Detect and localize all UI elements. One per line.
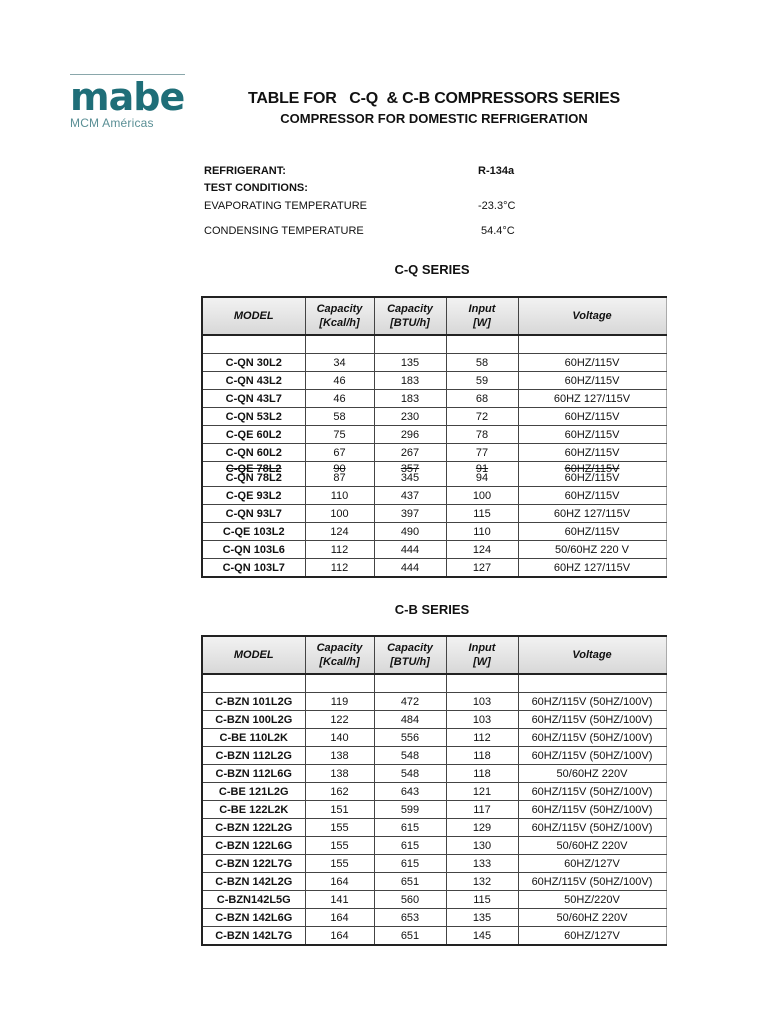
capacity-kcal-cell: 155: [305, 855, 374, 873]
voltage-cell: 60HZ 127/115V: [518, 505, 666, 523]
page-subtitle: COMPRESSOR FOR DOMESTIC REFRIGERATION: [280, 111, 588, 126]
input-cell: 68: [446, 390, 518, 408]
voltage-cell: 60HZ/115V (50HZ/100V): [518, 801, 666, 819]
input-cell: 100: [446, 487, 518, 505]
input-cell: 118: [446, 765, 518, 783]
overlap-line: 90: [333, 463, 346, 475]
condensing-temp-label: CONDENSING TEMPERATURE: [204, 225, 364, 237]
capacity-btu-cell: 643: [374, 783, 446, 801]
table-row-overlapped: [202, 462, 666, 487]
voltage-cell: 60HZ/115V: [518, 426, 666, 444]
model-cell: C-BZN 112L6G: [202, 765, 305, 783]
capacity-btu-cell: 444: [374, 541, 446, 559]
spacer-cell: [202, 335, 305, 354]
capacity-kcal-cell: 100: [305, 505, 374, 523]
model-cell: C-BZN 100L2G: [202, 711, 305, 729]
capacity-btu-cell: 653: [374, 909, 446, 927]
table-row: [202, 711, 666, 729]
input-cell: 103: [446, 693, 518, 711]
capacity-kcal-cell: 46: [305, 390, 374, 408]
table-row: [202, 747, 666, 765]
capacity-kcal-cell: [305, 462, 374, 487]
spacer-cell: [518, 674, 666, 693]
model-cell: C-QN 30L2: [202, 354, 305, 372]
voltage-cell: 50/60HZ 220V: [518, 765, 666, 783]
capacity-kcal-cell: 162: [305, 783, 374, 801]
model-cell: C-BE 121L2G: [202, 783, 305, 801]
refrigerant-value: R-134a: [478, 165, 515, 177]
capacity-btu-cell: 296: [374, 426, 446, 444]
capacity-btu-cell: 651: [374, 927, 446, 946]
voltage-cell: 60HZ/115V (50HZ/100V): [518, 729, 666, 747]
capacity-btu-cell: 484: [374, 711, 446, 729]
capacity-btu-cell: 599: [374, 801, 446, 819]
voltage-cell: 50HZ/220V: [518, 891, 666, 909]
input-cell: 103: [446, 711, 518, 729]
table-row: [202, 873, 666, 891]
voltage-cell: 60HZ/115V: [518, 408, 666, 426]
capacity-kcal-cell: 112: [305, 559, 374, 578]
voltage-cell: 60HZ 127/115V: [518, 390, 666, 408]
capacity-btu-cell: 183: [374, 390, 446, 408]
overlap-line: 87: [333, 472, 346, 484]
voltage-cell: 50/60HZ 220 V: [518, 541, 666, 559]
capacity-btu-cell: 615: [374, 837, 446, 855]
voltage-cell: 60HZ/115V (50HZ/100V): [518, 783, 666, 801]
capacity-kcal-cell: 164: [305, 909, 374, 927]
capacity-btu-cell: 437: [374, 487, 446, 505]
capacity-btu-cell: 651: [374, 873, 446, 891]
spacer-cell: [305, 674, 374, 693]
capacity-kcal-cell: 138: [305, 747, 374, 765]
model-cell: C-QE 103L2: [202, 523, 305, 541]
model-cell: C-BZN 122L7G: [202, 855, 305, 873]
voltage-cell: 60HZ/115V (50HZ/100V): [518, 747, 666, 765]
row-spacer: [202, 335, 666, 354]
model-cell: C-BE 122L2K: [202, 801, 305, 819]
voltage-cell: 60HZ/115V (50HZ/100V): [518, 873, 666, 891]
condensing-temp-value: 54.4°C: [481, 225, 515, 237]
cq-series-table: [201, 296, 667, 578]
capacity-kcal-cell: 155: [305, 819, 374, 837]
row-spacer: [202, 674, 666, 693]
voltage-cell: 60HZ/115V: [518, 523, 666, 541]
table-row: [202, 909, 666, 927]
spacer-cell: [374, 335, 446, 354]
input-cell: 135: [446, 909, 518, 927]
capacity-kcal-cell: 151: [305, 801, 374, 819]
table-row: [202, 541, 666, 559]
model-cell: [202, 462, 305, 487]
overlap-line: C-QN 78L2: [225, 472, 282, 484]
input-cell: 124: [446, 541, 518, 559]
evaporating-temp-label: EVAPORATING TEMPERATURE: [204, 200, 367, 212]
logo-subtitle: MCM Américas: [70, 116, 154, 130]
capacity-btu-cell: 615: [374, 855, 446, 873]
overlap-line: 60HZ/115V: [564, 472, 620, 484]
input-cell: [446, 462, 518, 487]
col-voltage: Voltage: [518, 297, 666, 335]
input-cell: 110: [446, 523, 518, 541]
test-conditions-label: TEST CONDITIONS:: [204, 182, 308, 194]
table-row: [202, 891, 666, 909]
table-row: [202, 426, 666, 444]
table-row: [202, 783, 666, 801]
col-capacity-btu: Capacity [BTU/h]: [374, 297, 446, 335]
table-row: [202, 801, 666, 819]
input-cell: 115: [446, 505, 518, 523]
model-cell: C-QN 103L6: [202, 541, 305, 559]
input-cell: 58: [446, 354, 518, 372]
capacity-btu-cell: 490: [374, 523, 446, 541]
voltage-cell: 50/60HZ 220V: [518, 837, 666, 855]
table-row: [202, 408, 666, 426]
spacer-cell: [446, 335, 518, 354]
col-capacity-kcal: Capacity [Kcal/h]: [305, 297, 374, 335]
model-cell: C-QN 93L7: [202, 505, 305, 523]
capacity-kcal-cell: 34: [305, 354, 374, 372]
capacity-kcal-cell: 122: [305, 711, 374, 729]
col-model: MODEL: [202, 636, 305, 674]
capacity-kcal-cell: 58: [305, 408, 374, 426]
input-cell: 112: [446, 729, 518, 747]
input-cell: 121: [446, 783, 518, 801]
table-row: [202, 693, 666, 711]
spacer-cell: [202, 674, 305, 693]
model-cell: C-QN 60L2: [202, 444, 305, 462]
input-cell: 129: [446, 819, 518, 837]
capacity-btu-cell: 548: [374, 747, 446, 765]
capacity-kcal-cell: 75: [305, 426, 374, 444]
table-row: [202, 487, 666, 505]
model-cell: C-QN 53L2: [202, 408, 305, 426]
capacity-kcal-cell: 124: [305, 523, 374, 541]
table-row: [202, 390, 666, 408]
voltage-cell: 60HZ/127V: [518, 855, 666, 873]
voltage-cell: 60HZ/115V (50HZ/100V): [518, 711, 666, 729]
col-model: MODEL: [202, 297, 305, 335]
table-row: [202, 819, 666, 837]
capacity-btu-cell: 472: [374, 693, 446, 711]
col-input: Input [W]: [446, 636, 518, 674]
overlap-line: C-QE 78L2: [225, 463, 282, 475]
input-cell: 132: [446, 873, 518, 891]
col-voltage: Voltage: [518, 636, 666, 674]
voltage-cell: 60HZ/115V: [518, 487, 666, 505]
capacity-kcal-cell: 119: [305, 693, 374, 711]
table-row: [202, 354, 666, 372]
model-cell: C-BZN142L5G: [202, 891, 305, 909]
model-cell: C-BZN 142L6G: [202, 909, 305, 927]
mabe-logo: [70, 74, 185, 130]
input-cell: 145: [446, 927, 518, 946]
spacer-cell: [305, 335, 374, 354]
page-title: TABLE FOR C-Q & C-B COMPRESSORS SERIES: [248, 90, 620, 107]
input-cell: 72: [446, 408, 518, 426]
capacity-kcal-cell: 140: [305, 729, 374, 747]
input-cell: 78: [446, 426, 518, 444]
input-cell: 59: [446, 372, 518, 390]
table-header-row: [202, 297, 666, 335]
capacity-btu-cell: 615: [374, 819, 446, 837]
input-cell: 117: [446, 801, 518, 819]
overlap-line: 94: [475, 472, 489, 484]
cb-series-table: [201, 635, 667, 946]
col-capacity-btu: Capacity [BTU/h]: [374, 636, 446, 674]
refrigerant-label: REFRIGERANT:: [204, 165, 286, 177]
logo-wordmark: mabe: [70, 75, 185, 119]
model-cell: C-BZN 122L2G: [202, 819, 305, 837]
capacity-kcal-cell: 164: [305, 927, 374, 946]
table-row: [202, 523, 666, 541]
input-cell: 77: [446, 444, 518, 462]
capacity-kcal-cell: 141: [305, 891, 374, 909]
capacity-kcal-cell: 110: [305, 487, 374, 505]
overlap-line: 357: [400, 463, 420, 475]
overlap-line: 345: [400, 472, 420, 484]
model-cell: C-QN 43L2: [202, 372, 305, 390]
table-row: [202, 765, 666, 783]
capacity-btu-cell: 560: [374, 891, 446, 909]
table-row: [202, 559, 666, 578]
cq-series-title: C-Q SERIES: [394, 262, 470, 277]
voltage-cell: 60HZ 127/115V: [518, 559, 666, 578]
capacity-btu-cell: 556: [374, 729, 446, 747]
table-header-row: [202, 636, 666, 674]
voltage-cell: [518, 462, 666, 487]
spacer-cell: [374, 674, 446, 693]
input-cell: 130: [446, 837, 518, 855]
model-cell: C-BZN 112L2G: [202, 747, 305, 765]
table-row: [202, 444, 666, 462]
capacity-btu-cell: 444: [374, 559, 446, 578]
capacity-kcal-cell: 138: [305, 765, 374, 783]
capacity-kcal-cell: 155: [305, 837, 374, 855]
model-cell: C-BZN 122L6G: [202, 837, 305, 855]
input-cell: 133: [446, 855, 518, 873]
model-cell: C-BZN 142L7G: [202, 927, 305, 946]
capacity-btu-cell: 183: [374, 372, 446, 390]
table-row: [202, 505, 666, 523]
voltage-cell: 60HZ/115V: [518, 372, 666, 390]
overlap-line: 60HZ/115V: [564, 463, 620, 475]
input-cell: 127: [446, 559, 518, 578]
input-cell: 118: [446, 747, 518, 765]
capacity-kcal-cell: 112: [305, 541, 374, 559]
capacity-kcal-cell: 67: [305, 444, 374, 462]
voltage-cell: 50/60HZ 220V: [518, 909, 666, 927]
cb-series-title: C-B SERIES: [394, 602, 470, 617]
model-cell: C-BZN 101L2G: [202, 693, 305, 711]
spacer-cell: [518, 335, 666, 354]
voltage-cell: 60HZ/115V (50HZ/100V): [518, 693, 666, 711]
col-input: Input [W]: [446, 297, 518, 335]
capacity-btu-cell: 267: [374, 444, 446, 462]
voltage-cell: 60HZ/115V (50HZ/100V): [518, 819, 666, 837]
capacity-btu-cell: 397: [374, 505, 446, 523]
capacity-btu-cell: [374, 462, 446, 487]
col-capacity-kcal: Capacity [Kcal/h]: [305, 636, 374, 674]
voltage-cell: 60HZ/115V: [518, 354, 666, 372]
overlap-line: 91: [475, 463, 489, 475]
capacity-btu-cell: 135: [374, 354, 446, 372]
model-cell: C-QN 43L7: [202, 390, 305, 408]
model-cell: C-BZN 142L2G: [202, 873, 305, 891]
spacer-cell: [446, 674, 518, 693]
input-cell: 115: [446, 891, 518, 909]
table-row: [202, 837, 666, 855]
table-row: [202, 372, 666, 390]
capacity-btu-cell: 548: [374, 765, 446, 783]
model-cell: C-BE 110L2K: [202, 729, 305, 747]
table-row: [202, 729, 666, 747]
model-cell: C-QE 60L2: [202, 426, 305, 444]
table-row: [202, 855, 666, 873]
capacity-btu-cell: 230: [374, 408, 446, 426]
voltage-cell: 60HZ/115V: [518, 444, 666, 462]
capacity-kcal-cell: 46: [305, 372, 374, 390]
table-row: [202, 927, 666, 946]
capacity-kcal-cell: 164: [305, 873, 374, 891]
evaporating-temp-value: -23.3°C: [478, 200, 516, 212]
model-cell: C-QE 93L2: [202, 487, 305, 505]
model-cell: C-QN 103L7: [202, 559, 305, 578]
voltage-cell: 60HZ/127V: [518, 927, 666, 946]
